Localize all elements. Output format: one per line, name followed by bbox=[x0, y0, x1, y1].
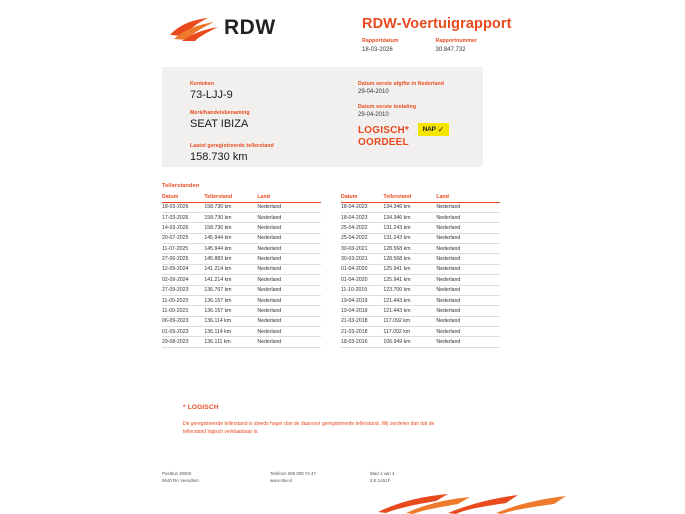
col-date-right: Datum bbox=[341, 192, 383, 202]
reading-value: 145.944 km bbox=[204, 233, 257, 243]
table-title: Tellerstanden bbox=[162, 183, 200, 189]
nap-badge bbox=[418, 123, 449, 136]
reading-country: Nederland bbox=[436, 202, 500, 212]
col-country-left: Land bbox=[257, 192, 321, 202]
report-title: RDW-Voertuigrapport bbox=[362, 16, 512, 32]
footer-form-code: 3.E.1451F bbox=[370, 478, 391, 483]
table-row bbox=[162, 295, 500, 305]
table-row bbox=[162, 275, 500, 285]
vehicle-identity-block bbox=[190, 81, 340, 139]
reading-value: 128.568 km bbox=[383, 254, 436, 264]
reading-country: Nederland bbox=[436, 337, 500, 347]
table-row bbox=[162, 285, 500, 295]
footer-address-line1: Postbus 30000 bbox=[162, 471, 192, 476]
column-spacer bbox=[321, 264, 341, 274]
reading-value: 125.941 km bbox=[383, 275, 436, 285]
footer-contact bbox=[270, 470, 316, 484]
table-header-row bbox=[162, 192, 500, 202]
reading-date: 01-04-2020 bbox=[341, 264, 383, 274]
reading-date: 14-03-2026 bbox=[162, 223, 204, 233]
reading-value: 145.883 km bbox=[204, 254, 257, 264]
reading-date: 19-04-2019 bbox=[341, 295, 383, 305]
reading-date: 20-07-2025 bbox=[162, 233, 204, 243]
table-row bbox=[162, 316, 500, 326]
odometer-readings-section bbox=[162, 183, 500, 348]
first-admission-label: Datum eerste toelating bbox=[358, 104, 417, 110]
reading-value: 134.346 km bbox=[383, 202, 436, 212]
reading-date: 30-03-2021 bbox=[341, 254, 383, 264]
reading-value: 141.214 km bbox=[204, 275, 257, 285]
footnote-block bbox=[183, 404, 483, 436]
reading-country: Nederland bbox=[436, 223, 500, 233]
license-value: 73-LJJ-9 bbox=[190, 89, 233, 101]
reading-country: Nederland bbox=[436, 254, 500, 264]
col-date-left: Datum bbox=[162, 192, 204, 202]
table-row bbox=[162, 306, 500, 316]
verdict-block bbox=[358, 125, 409, 149]
table-row bbox=[162, 327, 500, 337]
odometer-readings-table bbox=[162, 192, 500, 348]
report-date-label: Rapportdatum bbox=[362, 38, 399, 44]
footer-decoration-icon bbox=[378, 492, 568, 514]
reading-date: 18-04-2023 bbox=[341, 212, 383, 222]
reading-date: 27-06-2025 bbox=[162, 254, 204, 264]
reading-value: 158.730 km bbox=[204, 223, 257, 233]
reading-country: Nederland bbox=[257, 202, 321, 212]
reading-country: Nederland bbox=[257, 212, 321, 222]
table-row bbox=[162, 202, 500, 212]
column-spacer bbox=[321, 306, 341, 316]
first-admission-value: 29-04-2010 bbox=[358, 112, 389, 118]
reading-date: 12-09-2024 bbox=[162, 264, 204, 274]
verdict-line-1: LOGISCH* bbox=[358, 125, 410, 136]
column-spacer bbox=[321, 295, 341, 305]
table-row bbox=[162, 337, 500, 347]
reading-date: 01-09-2023 bbox=[162, 327, 204, 337]
column-spacer bbox=[321, 223, 341, 233]
reading-country: Nederland bbox=[257, 275, 321, 285]
report-number-value: 30.847.732 bbox=[435, 47, 466, 53]
nap-badge-label: NAP bbox=[422, 126, 436, 133]
report-date-value: 18-03-2026 bbox=[362, 47, 393, 53]
reading-date: 18-03-2016 bbox=[341, 337, 383, 347]
verdict-line-2: OORDEEL bbox=[358, 137, 409, 148]
column-spacer bbox=[321, 337, 341, 347]
reading-date: 02-09-2024 bbox=[162, 275, 204, 285]
reading-country: Nederland bbox=[257, 264, 321, 274]
reading-country: Nederland bbox=[257, 327, 321, 337]
reading-value: 117.092 km bbox=[383, 327, 436, 337]
reading-date: 25-04-2022 bbox=[341, 223, 383, 233]
reading-value: 141.214 km bbox=[204, 264, 257, 274]
reading-value: 145.944 km bbox=[204, 244, 257, 254]
report-meta bbox=[362, 38, 662, 53]
reading-value: 136.114 km bbox=[204, 316, 257, 326]
reading-country: Nederland bbox=[257, 306, 321, 316]
reading-country: Nederland bbox=[257, 316, 321, 326]
col-reading-left: Tellerstand bbox=[204, 192, 257, 202]
reading-date: 17-03-2026 bbox=[162, 212, 204, 222]
column-spacer bbox=[321, 316, 341, 326]
table-row bbox=[162, 264, 500, 274]
report-date-block bbox=[362, 38, 434, 53]
table-row bbox=[162, 254, 500, 264]
table-row bbox=[162, 223, 500, 233]
vehicle-info-panel bbox=[162, 67, 483, 167]
reading-country: Nederland bbox=[436, 212, 500, 222]
footer-address-line2: 9640 RA Veendam bbox=[162, 478, 199, 483]
report-number-block bbox=[436, 38, 478, 53]
reading-date: 19-04-2019 bbox=[341, 306, 383, 316]
reading-country: Nederland bbox=[257, 254, 321, 264]
reading-date: 01-04-2020 bbox=[341, 275, 383, 285]
column-spacer bbox=[321, 233, 341, 243]
rdw-flame-logo-icon bbox=[168, 16, 224, 42]
footnote-body: De geregistreerde tellerstand is steeds hoger dan de daarvoor geregistreerde tellerstand. Wij oordelen dan dat de tellerstand logisch verklaarbaar is. bbox=[183, 421, 435, 435]
reading-date: 06-09-2023 bbox=[162, 316, 204, 326]
reading-value: 136.767 km bbox=[204, 285, 257, 295]
reading-country: Nederland bbox=[436, 244, 500, 254]
reading-value: 123.700 km bbox=[383, 285, 436, 295]
reading-country: Nederland bbox=[257, 285, 321, 295]
footer-address bbox=[162, 470, 199, 484]
reading-country: Nederland bbox=[436, 316, 500, 326]
reading-value: 106.949 km bbox=[383, 337, 436, 347]
reading-date: 11-10-2019 bbox=[341, 285, 383, 295]
reading-value: 136.157 km bbox=[204, 306, 257, 316]
reading-value: 134.346 km bbox=[383, 212, 436, 222]
make-label: Merk/handelsbenaming bbox=[190, 110, 250, 116]
col-reading-right: Tellerstand bbox=[383, 192, 436, 202]
odometer-value: 158.730 km bbox=[190, 151, 248, 163]
reading-value: 125.941 km bbox=[383, 264, 436, 274]
table-row bbox=[162, 244, 500, 254]
reading-country: Nederland bbox=[436, 327, 500, 337]
column-spacer bbox=[321, 254, 341, 264]
first-admission-nl-value: 29-04-2010 bbox=[358, 89, 389, 95]
document-header bbox=[0, 0, 685, 62]
reading-date: 11-09-2023 bbox=[162, 306, 204, 316]
table-row bbox=[162, 212, 500, 222]
col-spacer bbox=[321, 192, 341, 202]
license-label: Kenteken bbox=[190, 81, 215, 87]
reading-value: 131.243 km bbox=[383, 223, 436, 233]
reading-date: 25-04-2022 bbox=[341, 233, 383, 243]
reading-value: 121.443 km bbox=[383, 306, 436, 316]
column-spacer bbox=[321, 327, 341, 337]
reading-value: 136.111 km bbox=[204, 337, 257, 347]
reading-date: 27-09-2023 bbox=[162, 285, 204, 295]
footer-page-number: Blad 1 van 4 bbox=[370, 471, 395, 476]
odometer-label: Laatst geregistreerde tellerstand bbox=[190, 143, 274, 149]
footer-website[interactable]: www.rdw.nl bbox=[270, 478, 292, 483]
reading-value: 136.157 km bbox=[204, 295, 257, 305]
reading-country: Nederland bbox=[436, 233, 500, 243]
reading-date: 11-07-2025 bbox=[162, 244, 204, 254]
column-spacer bbox=[321, 244, 341, 254]
reading-country: Nederland bbox=[257, 233, 321, 243]
reading-value: 158.730 km bbox=[204, 212, 257, 222]
reading-value: 121.443 km bbox=[383, 295, 436, 305]
col-country-right: Land bbox=[436, 192, 500, 202]
odometer-block bbox=[190, 143, 274, 163]
reading-date: 30-03-2021 bbox=[341, 244, 383, 254]
footer-pagination bbox=[370, 470, 394, 484]
column-spacer bbox=[321, 202, 341, 212]
footnote-title: * LOGISCH bbox=[183, 404, 219, 411]
reading-country: Nederland bbox=[436, 275, 500, 285]
reading-date: 18-03-2026 bbox=[162, 202, 204, 212]
reading-date: 11-09-2023 bbox=[162, 295, 204, 305]
reading-country: Nederland bbox=[436, 285, 500, 295]
table-row bbox=[162, 233, 500, 243]
reading-country: Nederland bbox=[257, 295, 321, 305]
reading-date: 21-03-2018 bbox=[341, 327, 383, 337]
reading-date: 29-08-2023 bbox=[162, 337, 204, 347]
report-number-label: Rapportnummer bbox=[435, 38, 478, 44]
first-admission-nl-label: Datum eerste afgifte in Nederland bbox=[358, 81, 445, 87]
reading-date: 21-03-2018 bbox=[341, 316, 383, 326]
reading-country: Nederland bbox=[436, 264, 500, 274]
reading-value: 158.730 km bbox=[204, 202, 257, 212]
check-icon: ✓ bbox=[437, 124, 445, 134]
reading-value: 136.114 km bbox=[204, 327, 257, 337]
reading-value: 117.092 km bbox=[383, 316, 436, 326]
reading-value: 128.568 km bbox=[383, 244, 436, 254]
rdw-logo bbox=[168, 10, 288, 44]
footer-phone: Telefoon 088 008 74 47 bbox=[270, 471, 316, 476]
reading-country: Nederland bbox=[257, 337, 321, 347]
reading-country: Nederland bbox=[436, 295, 500, 305]
vehicle-dates-block bbox=[358, 81, 488, 127]
reading-country: Nederland bbox=[436, 306, 500, 316]
reading-country: Nederland bbox=[257, 223, 321, 233]
column-spacer bbox=[321, 285, 341, 295]
column-spacer bbox=[321, 212, 341, 222]
reading-country: Nederland bbox=[257, 244, 321, 254]
rdw-logo-text: RDW bbox=[224, 16, 276, 39]
make-value: SEAT IBIZA bbox=[190, 118, 249, 130]
reading-value: 131.243 km bbox=[383, 233, 436, 243]
column-spacer bbox=[321, 275, 341, 285]
reading-date: 18-04-2023 bbox=[341, 202, 383, 212]
